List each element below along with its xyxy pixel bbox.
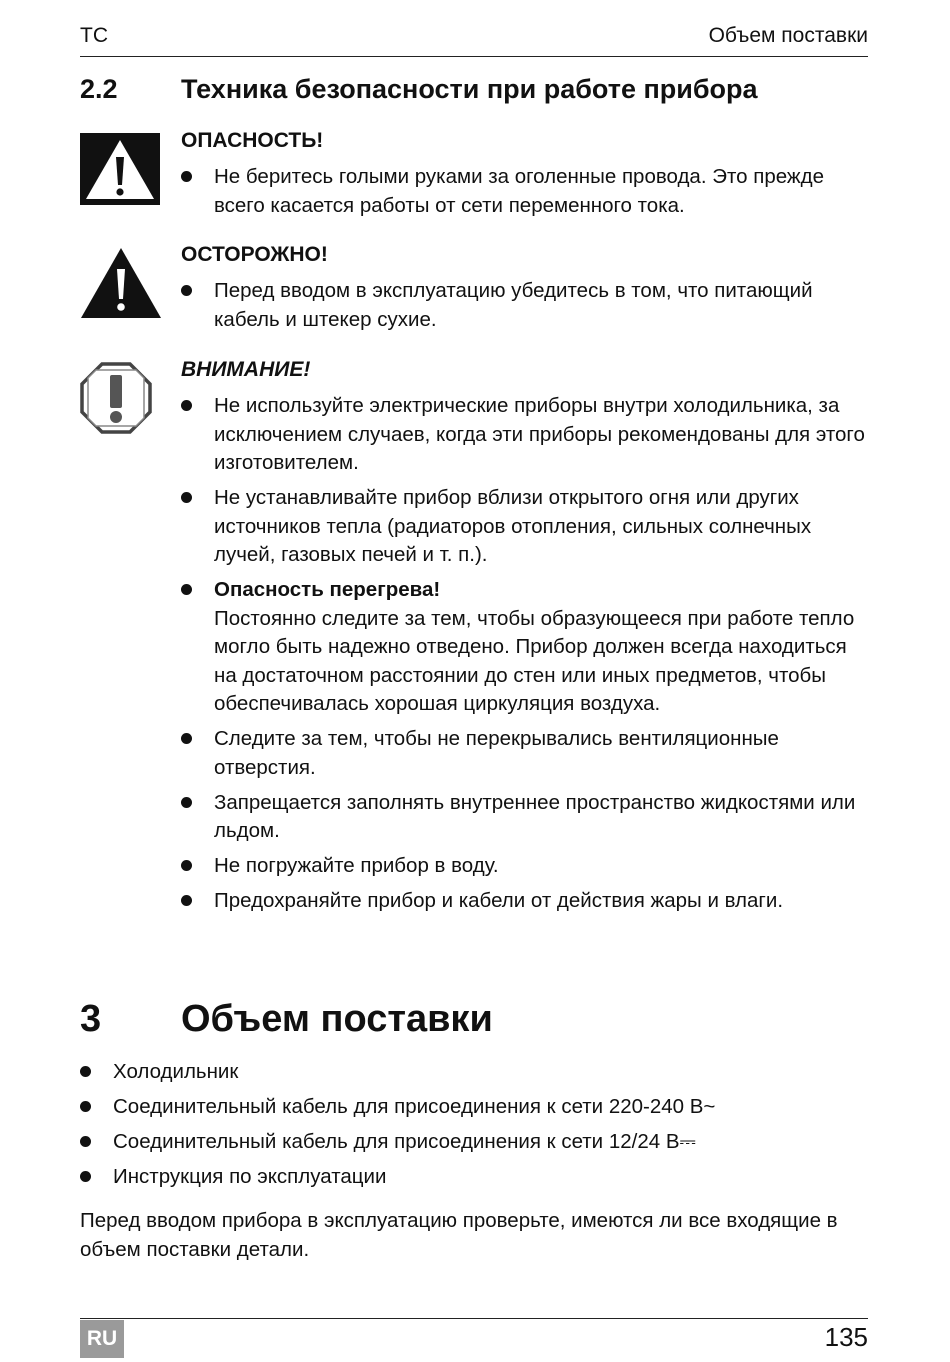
list-item: Инструкция по эксплуатации <box>80 1163 870 1192</box>
list-item: Соединительный кабель для присоединения к сети 12/24 В⎓ <box>80 1128 870 1157</box>
list-item: Не беритесь голыми руками за оголенные провода. Это прежде всего касается работы от сети переменного тока. <box>181 163 871 220</box>
list-item: Не погружайте прибор в воду. <box>181 852 871 881</box>
language-badge: RU <box>80 1320 124 1358</box>
header-model: TC <box>80 24 108 47</box>
caution-title: ОСТОРОЖНО! <box>181 243 328 266</box>
list-item-overheat <box>181 576 871 719</box>
page-header <box>80 24 868 57</box>
list-item: Не используйте электрические приборы внутри холодильника, за исключением случаев, когда эти приборы рекомендованы для этого изготовителем. <box>181 392 871 478</box>
section-number: 2.2 <box>80 74 118 104</box>
danger-warning-icon <box>80 133 160 205</box>
footer-divider <box>80 1318 868 1319</box>
list-item: Перед вводом в эксплуатацию убедитесь в том, что питающий кабель и штекер сухие. <box>181 277 871 334</box>
list-item: Следите за тем, чтобы не перекрывались вентиляционные отверстия. <box>181 725 871 782</box>
page-number: 135 <box>824 1322 868 1352</box>
section-title: Техника безопасности при работе прибора <box>181 74 758 104</box>
danger-title: ОПАСНОСТЬ! <box>181 129 324 152</box>
delivery-list <box>80 1058 870 1198</box>
list-item: Запрещается заполнять внутреннее пространство жидкостями или льдом. <box>181 789 871 846</box>
danger-block <box>181 129 871 227</box>
list-item: Не устанавливайте прибор вблизи открытого огня или других источников тепла (радиаторов отопления, сильных солнечных лучей, газовых печей и т. п.). <box>181 484 871 570</box>
overheat-heading: Опасность перегрева! <box>214 578 441 601</box>
attention-octagon-icon <box>80 362 152 434</box>
section-number: 3 <box>80 998 102 1040</box>
attention-block <box>181 358 871 922</box>
caution-block <box>181 243 871 341</box>
attention-title: ВНИМАНИЕ! <box>181 358 311 381</box>
section-title: Объем поставки <box>181 998 493 1040</box>
header-chapter: Объем поставки <box>708 24 868 47</box>
delivery-paragraph: Перед вводом прибора в эксплуатацию проверьте, имеются ли все входящие в объем поставки детали. <box>80 1209 838 1261</box>
list-item: Холодильник <box>80 1058 870 1087</box>
caution-warning-icon <box>80 247 162 319</box>
list-item: Предохраняйте прибор и кабели от действия жары и влаги. <box>181 887 871 916</box>
list-item: Соединительный кабель для присоединения к сети 220-240 В~ <box>80 1093 870 1122</box>
overheat-text: Постоянно следите за тем, чтобы образующееся при работе тепло могло быть надежно отведено. Прибор должен всегда находиться на достаточном расстоянии до стен или иных предметов, чтобы обеспечивалась хорошая циркуляция воздуха. <box>214 606 855 715</box>
